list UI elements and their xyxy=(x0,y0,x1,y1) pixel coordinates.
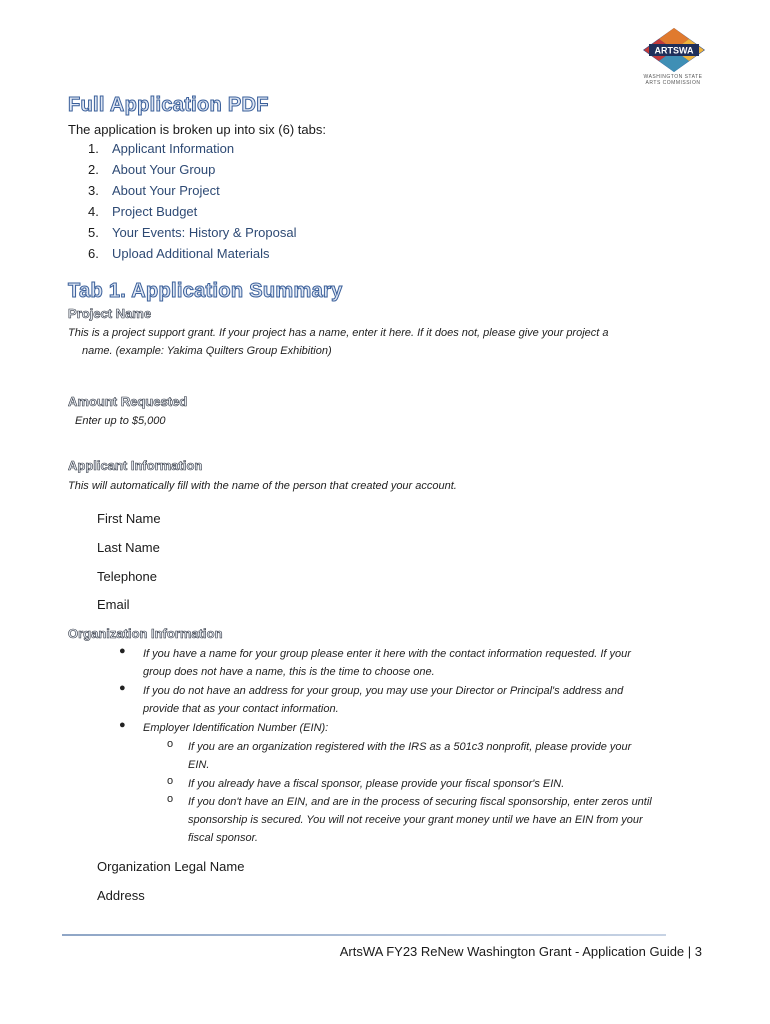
tabs-list-item[interactable] xyxy=(88,201,297,222)
ein-sub-bullet-3-line-1: If you don't have an EIN, and are in the process of securing fiscal sponsorship, enter zeros until xyxy=(188,796,652,808)
logo-tagline-line-1: WASHINGTON STATE xyxy=(643,74,703,80)
ein-sub-bullet-3-line-2: sponsorship is secured. You will not receive your grant money until we have an EIN from your xyxy=(188,814,643,826)
sub-bullet-marker: o xyxy=(167,738,174,750)
address-label: Address xyxy=(97,888,145,903)
org-bullet-1-line-1: If you have a name for your group please enter it here with the contact information requested. If your xyxy=(143,648,631,660)
tabs-list-item[interactable] xyxy=(88,222,297,243)
org-bullet-2-line-2: provide that as your contact information. xyxy=(143,703,339,715)
item-label: Project Budget xyxy=(112,204,198,219)
bullet-marker: ● xyxy=(119,645,126,657)
applicant-heading: Applicant Information xyxy=(68,458,203,473)
tabs-list-item[interactable] xyxy=(88,138,297,159)
logo-tagline xyxy=(640,74,706,86)
first-name-label: First Name xyxy=(97,511,161,526)
ein-sub-bullet-3-line-3: fiscal sponsor. xyxy=(188,832,258,844)
item-number: 6. xyxy=(88,246,99,261)
org-legal-name-label: Organization Legal Name xyxy=(97,859,245,874)
ein-sub-bullet-1-line-1: If you are an organization registered with the IRS as a 501c3 nonprofit, please provide your xyxy=(188,741,632,753)
item-number: 1. xyxy=(88,141,99,156)
item-label: About Your Project xyxy=(112,183,220,198)
page-footer: ArtsWA FY23 ReNew Washington Grant - Application Guide | 3 xyxy=(339,944,702,959)
org-bullet-2-line-1: If you do not have an address for your group, you may use your Director or Principal's address and xyxy=(143,685,624,697)
item-label: About Your Group xyxy=(112,162,216,177)
sub-bullet-marker: o xyxy=(167,775,174,787)
last-name-label: Last Name xyxy=(97,540,160,555)
ein-sub-bullet-2-line-1: If you already have a fiscal sponsor, please provide your fiscal sponsor's EIN. xyxy=(188,778,565,790)
intro-text: The application is broken up into six (6) tabs: xyxy=(68,122,326,137)
item-number: 2. xyxy=(88,162,99,177)
bullet-marker: ● xyxy=(119,719,126,731)
page-title: Full Application PDF xyxy=(68,94,269,116)
item-number: 5. xyxy=(88,225,99,240)
ein-sub-bullet-1-line-2: EIN. xyxy=(188,759,210,771)
item-label: Your Events: History & Proposal xyxy=(112,225,297,240)
sub-bullet-marker: o xyxy=(167,793,174,805)
tabs-list-item[interactable] xyxy=(88,180,297,201)
item-number: 3. xyxy=(88,183,99,198)
bullet-marker: ● xyxy=(119,682,126,694)
org-bullet-3-line-1: Employer Identification Number (EIN): xyxy=(143,722,329,734)
organization-heading: Organization Information xyxy=(68,626,223,641)
amount-desc: Enter up to $5,000 xyxy=(75,415,166,427)
item-number: 4. xyxy=(88,204,99,219)
logo-text: ARTSWA xyxy=(654,45,694,56)
tabs-list-item[interactable] xyxy=(88,159,297,180)
project-name-desc-1: This is a project support grant. If your project has a name, enter it here. If it does not, please give your project a xyxy=(68,327,609,339)
project-name-heading: Project Name xyxy=(68,306,152,321)
telephone-label: Telephone xyxy=(97,569,157,584)
org-bullet-1-line-2: group does not have a name, this is the time to choose one. xyxy=(143,666,435,678)
item-label: Upload Additional Materials xyxy=(112,246,270,261)
tab1-heading: Tab 1. Application Summary xyxy=(68,280,343,302)
amount-heading: Amount Requested xyxy=(68,394,188,409)
tabs-list-item[interactable] xyxy=(88,243,297,264)
project-name-desc-2: name. (example: Yakima Quilters Group Exhibition) xyxy=(82,345,332,357)
email-label: Email xyxy=(97,597,130,612)
applicant-desc: This will automatically fill with the name of the person that created your account. xyxy=(68,480,457,492)
tabs-list xyxy=(88,138,297,264)
footer-rule xyxy=(62,934,666,936)
item-label: Applicant Information xyxy=(112,141,235,156)
logo-tagline-line-2: ARTS COMMISSION xyxy=(645,80,701,86)
